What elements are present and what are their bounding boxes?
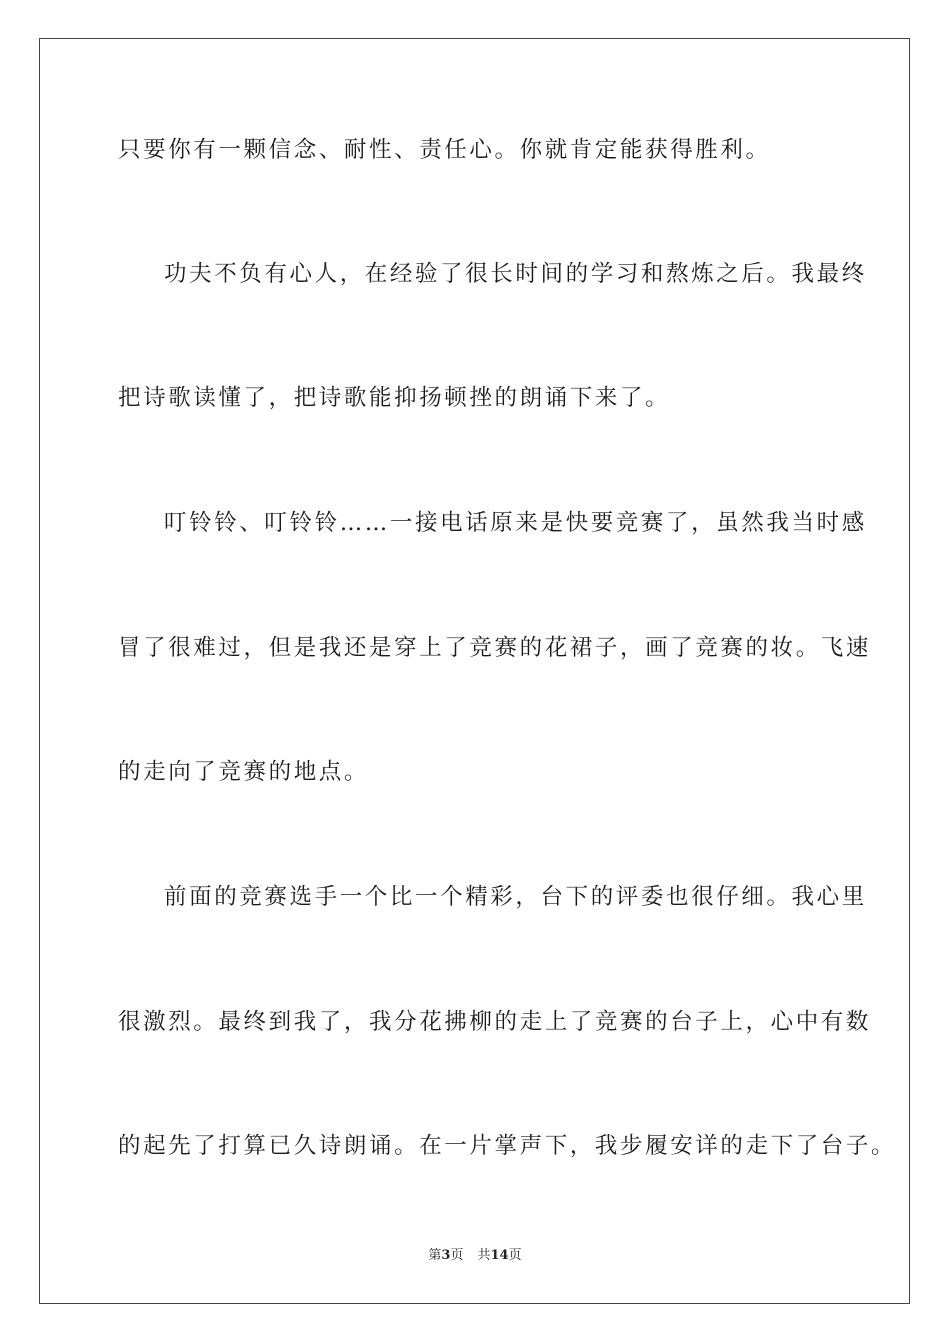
text-line-4: 叮铃铃、叮铃铃……一接电话原来是快要竞赛了，虽然我当时感 (164, 510, 867, 536)
text-line-7: 前面的竞赛选手一个比一个精彩，台下的评委也很仔细。我心里 (164, 884, 867, 910)
text-line-5: 冒了很难过，但是我还是穿上了竞赛的花裙子，画了竞赛的妆。飞速 (118, 635, 872, 661)
text-line-8: 很激烈。最终到我了，我分花拂柳的走上了竞赛的台子上，心中有数 (118, 1009, 872, 1035)
total-prefix: 共 (477, 1248, 491, 1263)
text-line-6: 的走向了竞赛的地点。 (118, 759, 370, 785)
text-line-2: 功夫不负有心人，在经验了很长时间的学习和熬炼之后。我最终 (164, 261, 867, 287)
text-line-1: 只要你有一颗信念、耐性、责任心。你就肯定能获得胜利。 (118, 137, 771, 163)
page-frame (39, 38, 910, 1304)
text-line-9: 的起先了打算已久诗朗诵。在一片掌声下，我步履安详的走下了台子。 (118, 1133, 897, 1159)
page-footer (0, 1247, 950, 1265)
page-suffix: 页 (450, 1248, 464, 1263)
text-line-3: 把诗歌读懂了，把诗歌能抑扬顿挫的朗诵下来了。 (118, 385, 671, 411)
page-number: 3 (441, 1248, 451, 1263)
total-pages: 14 (490, 1248, 509, 1263)
page-prefix: 第 (428, 1248, 442, 1263)
total-suffix: 页 (508, 1248, 522, 1263)
